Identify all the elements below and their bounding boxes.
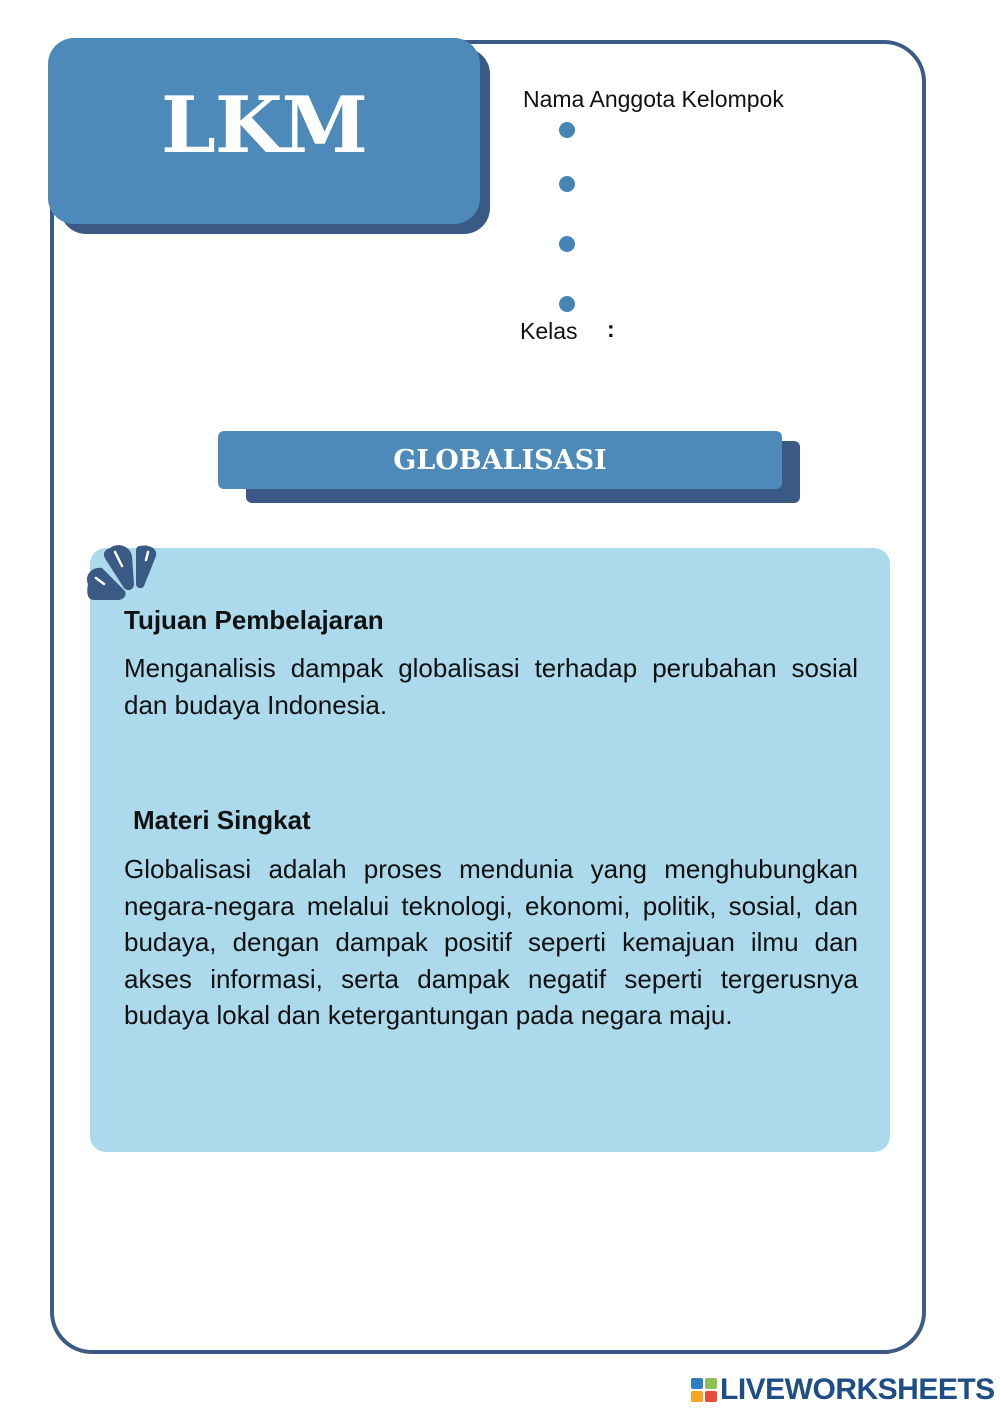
topic-title: GLOBALISASI <box>393 444 607 476</box>
members-label: Nama Anggota Kelompok <box>523 86 784 112</box>
member-bullet-2 <box>559 176 575 192</box>
member-bullet-4 <box>559 296 575 312</box>
title-banner <box>48 38 480 224</box>
highlight-burst-icon <box>82 540 166 610</box>
topic-banner <box>218 431 782 489</box>
objectives-text: Menganalisis dampak globalisasi terhadap perubahan sosial dan budaya Indonesia. <box>124 653 858 720</box>
page-title: LKM <box>161 79 367 171</box>
material-text: Globalisasi adalah proses mendunia yang menghubungkan negara-negara melalui teknologi, ekonomi, politik, sosial, dan budaya, dengan dampak positif seperti kemajuan ilmu dan akses informasi, serta dampak negatif seperti tergerusnya budaya lokal dan ketergantungan pada negara maju. <box>124 854 858 1030</box>
brand-name: LIVEWORKSHEETS <box>720 1373 995 1406</box>
info-card <box>90 548 890 1152</box>
liveworksheets-logo-icon <box>690 1376 718 1404</box>
brand-footer[interactable] <box>690 1372 995 1408</box>
member-bullet-1 <box>559 122 575 138</box>
class-label: Kelas <box>520 318 578 344</box>
member-bullet-3 <box>559 236 575 252</box>
material-heading: Materi Singkat <box>133 805 311 835</box>
class-separator: : <box>607 316 615 342</box>
objectives-heading: Tujuan Pembelajaran <box>124 605 384 635</box>
